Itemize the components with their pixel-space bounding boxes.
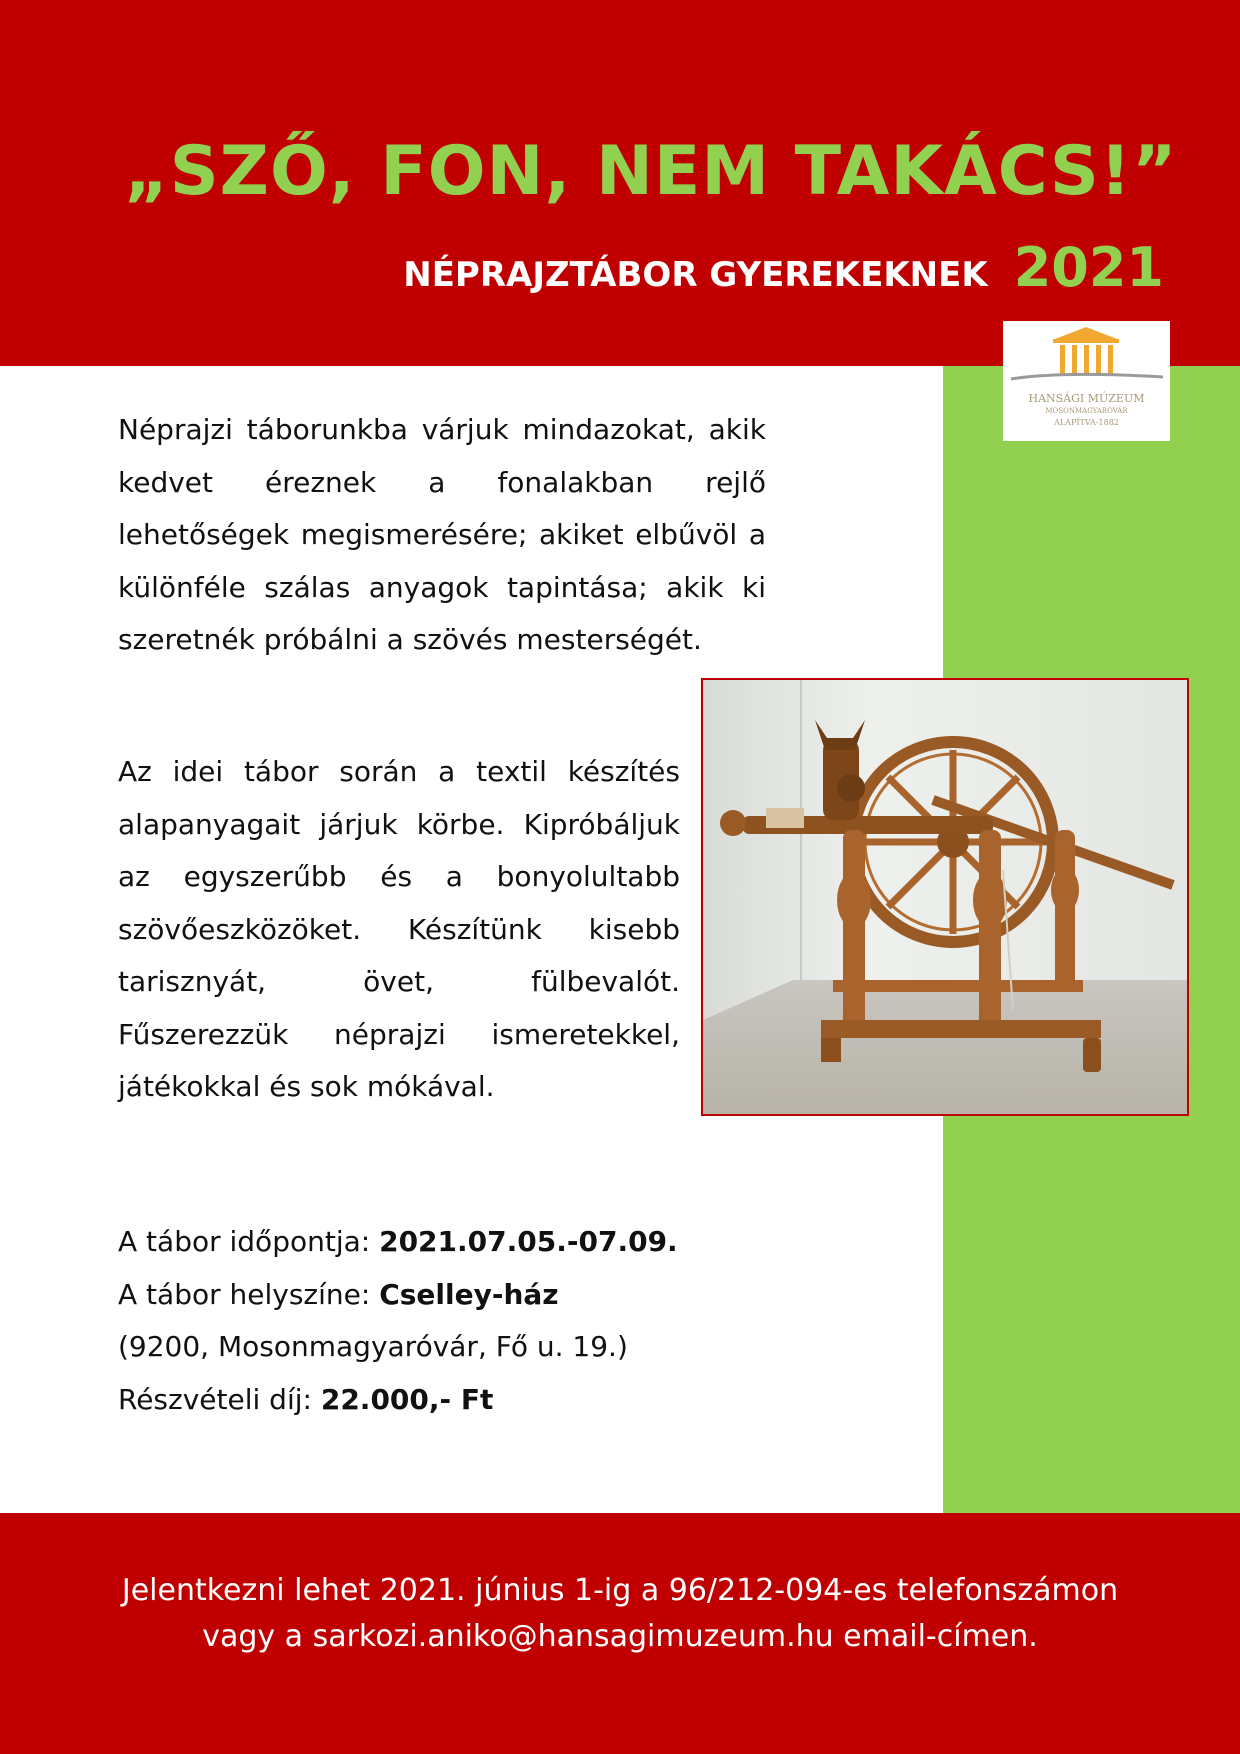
camp-location-value: Cselley-ház — [379, 1277, 559, 1311]
museum-columns-icon — [1003, 321, 1170, 391]
footer-banner — [0, 1513, 1240, 1754]
subtitle-text: NÉPRAJZTÁBOR GYEREKEKNEK — [403, 255, 988, 295]
museum-logo — [1003, 321, 1170, 441]
poster-subtitle — [403, 236, 1164, 299]
camp-details — [118, 1216, 678, 1426]
camp-date-line — [118, 1216, 678, 1269]
camp-fee-label: Részvételi díj: — [118, 1382, 321, 1416]
logo-city: MOSONMAGYARÓVÁR — [1045, 407, 1128, 415]
poster-title: „SZŐ, FON, NEM TAKÁCS!” — [124, 132, 1178, 211]
camp-fee-line — [118, 1374, 678, 1427]
camp-address: (9200, Mosonmagyaróvár, Fő u. 19.) — [118, 1330, 628, 1363]
header-banner — [0, 0, 1240, 366]
camp-location-label: A tábor helyszíne: — [118, 1277, 380, 1311]
camp-fee-value: 22.000,- Ft — [320, 1382, 494, 1416]
camp-location-line — [118, 1269, 678, 1322]
camp-date-label: A tábor időpontja: — [118, 1225, 380, 1258]
registration-email: vagy a sarkozi.aniko@hansagimuzeum.hu email-címen. — [202, 1619, 1038, 1654]
spinning-wheel-photo — [701, 678, 1189, 1116]
camp-date-value: 2021.07.05.-07.09. — [379, 1225, 678, 1258]
logo-name: HANSÁGI MÚZEUM — [1028, 392, 1145, 405]
intro-paragraph-1: Néprajzi táborunkba várjuk mindazokat, akik kedvet éreznek a fonalakban rejlő lehetőségek megismerésére; akiket elbűvöl a különféle szálas anyagok tapintása; akik ki szeretnék próbálni a szövés mesterségét. — [118, 413, 766, 656]
registration-phone: Jelentkezni lehet 2021. június 1-ig a 96/212-094-es telefonszámon — [121, 1573, 1119, 1608]
subtitle-year: 2021 — [1013, 236, 1164, 299]
spinning-wheel-image — [703, 680, 1187, 1114]
logo-founded: ALAPÍTVA-1882 — [1054, 418, 1119, 427]
intro-paragraph-2: Az idei tábor során a textil készítés alapanyagait járjuk körbe. Kipróbáljuk az egyszerűbb és a bonyolultabb szövőeszközöket. Készítünk kisebb tarisznyát, övet, fülbevalót. Fűszerezzük néprajzi ismeretekkel, játékokkal és sok mókával. — [118, 755, 680, 1103]
